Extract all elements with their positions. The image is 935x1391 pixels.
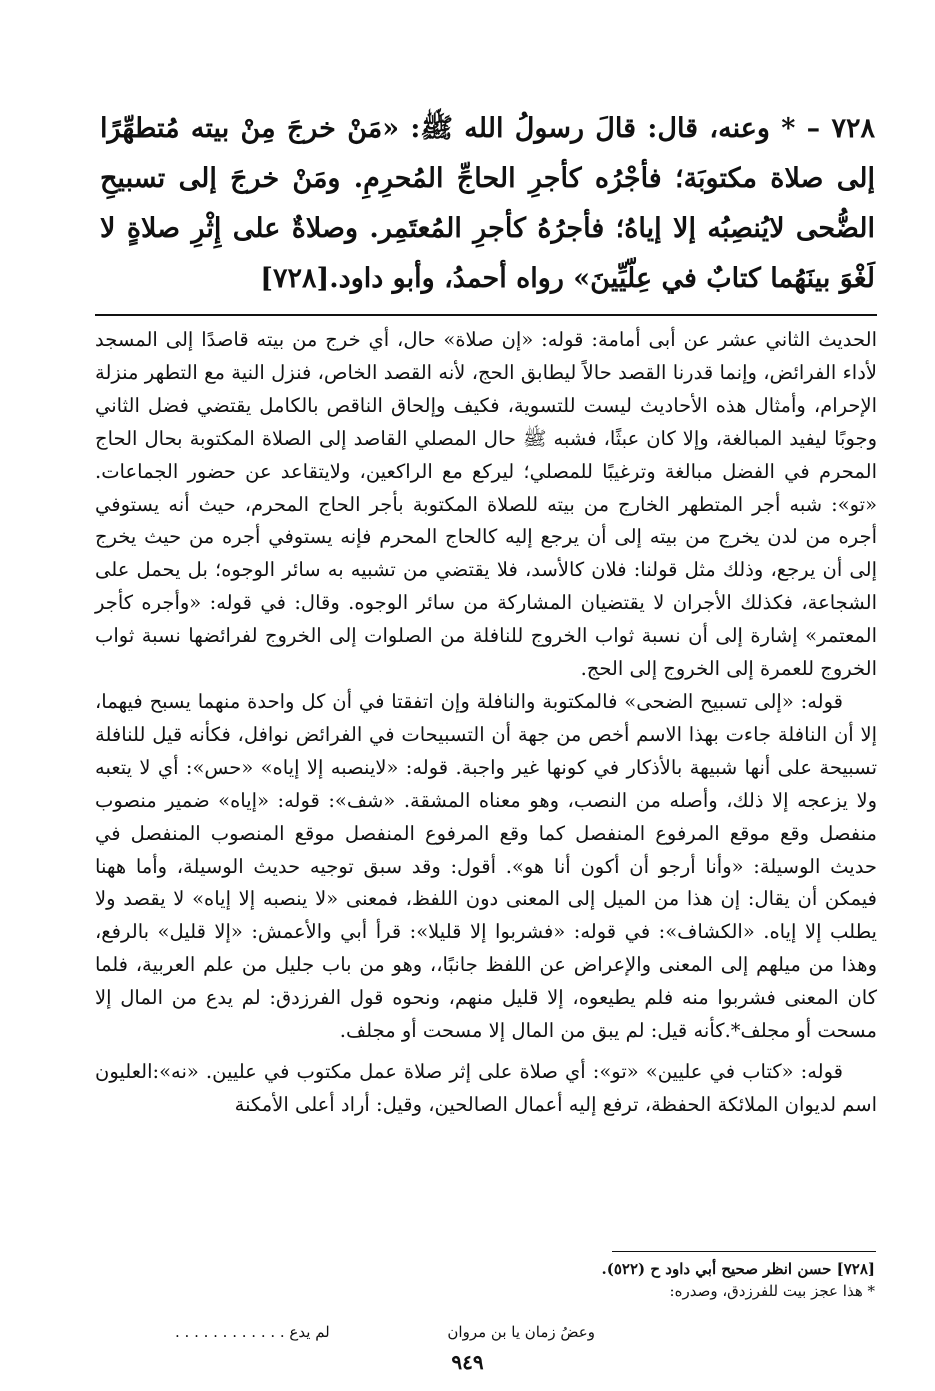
commentary-paragraph: قوله: «كتاب في عليين» «تو»: أي صلاة على إثر صلاة عمل مكتوب في عليين. «نه»:العليون اسم لديوان الملائكة الحفظة، ترفع إليه أعمال الصالحين، وقيل: أراد أعلى الأمكنة (95, 1059, 877, 1116)
footnote-verse-note: * هذا عجز بيت للفرزدق، وصدره: (669, 1282, 875, 1300)
footnotes-block (150, 1258, 875, 1302)
commentary-paragraph: قوله: «إلى تسبيح الضحى» فالمكتوبة والنافلة وإن اتفقتا في أن كل واحدة منهما يسبح فيهما، إلا أن النافلة جاءت بهذا الاسم أخص من جهة أن التسبيحات في الفرائض نوافل، فكأنه قيل للنافلة تسبيحة على أنها شبيهة بالأذكار في كونها غير واجبة. قوله: «لاينصبه إلا إياه» «حس»: أي لا يتعبه ولا يزعجه إلا ذلك، وأصله من النصب، وهو معناه المشقة. «شف»: قوله: «إياه» ضمير منصوب منفصل وقع موقع المرفوع المنفصل كما وقع المرفوع المنفصل موقع المنصوب المنفصل في حديث الوسيلة: «وأنا أرجو أن أكون أنا هو». أقول: وقد سبق توجيه حديث الوسيلة، وأما ههنا فيمكن أن يقال: إن هذا من الميل إلى المعنى دون اللفظ، فمعنى «لا ينصبه إلا إياه» لا يقصد ولا يطلب إلا إياه. «الكشاف»: في قوله: «فشربوا إلا قليلا»: قرأ أبي والأعمش: «إلا قليل» بالرفع، وهذا من ميلهم إلى المعنى والإعراض عن اللفظ جانبًا،، وهو من باب جليل من علم العربية، فلما كان المعنى فشربوا منه فلم يطيعوه، إلا قليل منهم، ونحوه قول الفرزدق: لم يدع من المال إلا مسحت أو مجلف*.كأنه قيل: لم يبق من المال إلا مسحت أو مجلف. (95, 689, 877, 1043)
verse-first-half: وعضُ زمان يا بن مروان (447, 1323, 595, 1341)
verse-second-half: لم يدع . . . . . . . . . . . . (175, 1323, 330, 1341)
page-number: ٩٤٩ (451, 1350, 484, 1374)
footnote-divider (612, 1251, 876, 1252)
commentary-block (95, 324, 877, 1122)
section-divider (95, 314, 877, 316)
hadith-number: ٧٢٨ (831, 113, 875, 144)
commentary-paragraph: الحديث الثاني عشر عن أبى أمامة: قوله: «إن صلاة» حال، أي خرج من بيته قاصدًا إلى المسجد لأداء الفرائض، وإنما قدرنا القصد حالاً ليطابق الحج، لأنه القصد الخاص، فنزل النية مع التطهر منزلة الإحرام، وأمثال هذه الأحاديث ليست للتسوية، فكيف وإلحاق الناقص بالكامل يقتضي فضل الثاني وجوبًا ليفيد المبالغة، وإلا كان عبثًا، فشبه ﷺ حال المصلي القاصد إلى الصلاة المكتوبة بحال الحاج المحرم في الفضل مبالغة وترغيبًا للمصلي؛ ليركع مع الراكعين، ولايتقاعد عن حضور الجماعات. «تو»: شبه أجر المتطهر الخارج من بيته للصلاة المكتوبة بأجر الحاج المحرم، حيث أنه يستوفي أجره من لدن يخرج من بيته إلى أن يرجع إليه كالحاج المحرم فإنه يستوفي أجره من حيث يخرج إلى أن يرجع، وذلك مثل قولنا: فلان كالأسد، فلا يقتضي من تشبيه به سائر الوجوه؛ بل يحمل على الشجاعة، فكذلك الأجران لا يقتضيان المشاركة من سائر الوجوه. وقال: في قوله: «وأجره كأجر المعتمر» إشارة إلى أن نسبة ثواب الخروج للنافلة من الصلوات إلى الخروج لفرائضها نسبة ثواب الخروج للعمرة إلى الخروج إلى الحج. (95, 328, 877, 681)
hadith-text-block (100, 104, 875, 304)
hadith-body: – * وعنه، قال: قالَ رسولُ الله ﷺ: «مَنْ خرجَ مِنْ بيته مُتطهِّرًا إلى صلاة مكتوبَة؛ فأجْرُه كأجرِ الحاجِّ المُحرِمِ. ومَنْ خرجَ إلى تسبيحِ الضُّحى لايُنصِبُه إلا إياهُ؛ فأجرُهُ كأجرِ المُعتَمِر. وصلاةٌ على إِثْرِ صلاةٍ لا لَغْوَ بينَهُما كتابٌ في عِلّيِّينَ» رواه أحمدُ، وأبو داود.[٧٢٨] (100, 113, 875, 294)
footnote-reference: [٧٢٨] حسن انظر صحيح أبي داود ح (٥٢٢). (601, 1260, 875, 1278)
